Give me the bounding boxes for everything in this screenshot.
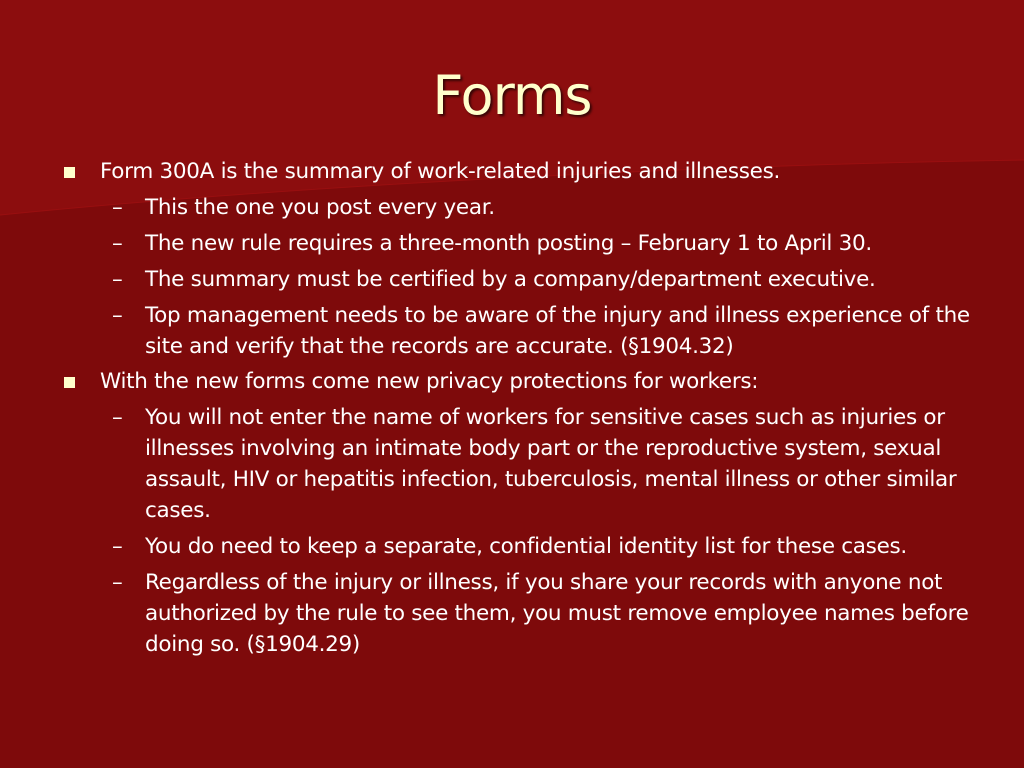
sub-bullet-item <box>62 531 977 562</box>
dash-bullet-icon: – <box>112 231 123 256</box>
dash-bullet-icon: – <box>112 570 123 595</box>
dash-bullet-icon: – <box>112 195 123 220</box>
sub-bullet-item <box>62 192 977 223</box>
sub-bullet-item <box>62 264 977 295</box>
dash-bullet-icon: – <box>112 534 123 559</box>
bullet-text: Form 300A is the summary of work-related injuries and illnesses. <box>100 159 781 184</box>
dash-bullet-icon: – <box>112 303 123 328</box>
bullet-list <box>62 152 977 660</box>
sub-bullet-text: You do need to keep a separate, confidential identity list for these cases. <box>145 534 907 559</box>
square-bullet-icon <box>64 167 75 178</box>
dash-bullet-icon: – <box>112 405 123 430</box>
dash-bullet-icon: – <box>112 267 123 292</box>
sub-bullet-text: Top management needs to be aware of the injury and illness experience of the site and verify that the records are accurate. (§1904.32) <box>145 303 970 359</box>
sub-bullet-item <box>62 228 977 259</box>
sub-bullet-item <box>62 402 977 526</box>
sub-bullet-text: Regardless of the injury or illness, if you share your records with anyone not authorized by the rule to see them, you must remove employee names before doing so. (§1904.29) <box>145 570 969 657</box>
sub-bullet-text: The summary must be certified by a company/department executive. <box>145 267 876 292</box>
sub-bullet-item <box>62 567 977 660</box>
slide-title: Forms <box>432 64 592 127</box>
sub-bullet-text: You will not enter the name of workers for sensitive cases such as injuries or illnesses involving an intimate body part or the reproductive system, sexual assault, HIV or hepatitis infection, tuberculosis, mental illness or other similar cases. <box>145 405 957 523</box>
sub-bullet-item <box>62 300 977 362</box>
bullet-item <box>62 156 977 187</box>
bullet-item <box>62 366 977 397</box>
sub-bullet-text: This the one you post every year. <box>145 195 495 220</box>
square-bullet-icon <box>64 377 75 388</box>
sub-bullet-text: The new rule requires a three-month posting – February 1 to April 30. <box>145 231 872 256</box>
bullet-text: With the new forms come new privacy protections for workers: <box>100 369 759 394</box>
